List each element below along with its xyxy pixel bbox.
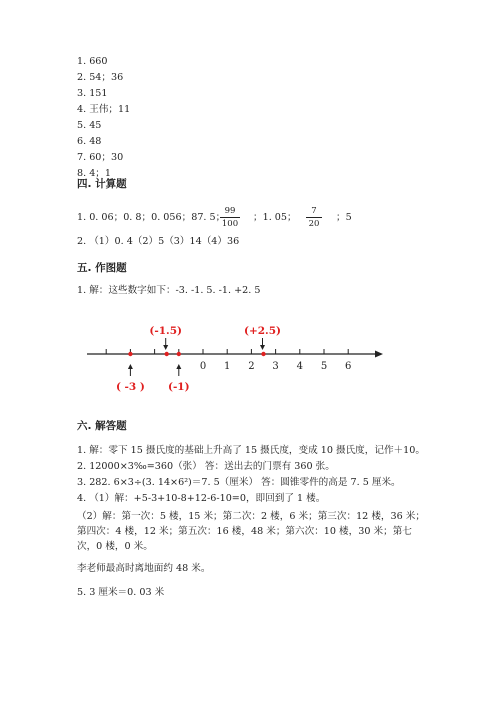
point-marker: [261, 352, 265, 356]
answer-item: 8. 4；1: [77, 168, 112, 179]
solution-line-2: 2. 12000×3‰=360（张） 答：送出去的门票有 360 张。: [77, 461, 335, 472]
point-marker: [165, 352, 169, 356]
point-marker: [177, 352, 181, 356]
fraction-numerator: 7: [311, 206, 317, 216]
annotation-label-below: (-1): [167, 381, 190, 393]
answer-item: 1. 660: [77, 56, 108, 67]
annotation-label-above: (-1.5): [149, 325, 182, 337]
arrow-down-icon: [260, 345, 265, 350]
tick-label: 4: [296, 361, 303, 372]
fraction-numerator: 99: [224, 206, 236, 216]
calc-answer-2: 2. （1）0. 4（2）5（3）14（4）36: [77, 236, 240, 247]
annotation-label-above: (+2.5): [243, 325, 282, 337]
answer-item: 6. 48: [77, 136, 102, 147]
solution-line-4: 4. （1）解：+5-3+10-8+12-6-10=0，即回到了 1 楼。: [77, 493, 326, 504]
tick-label: 1: [224, 361, 231, 372]
solution-line-5: 5. 3 厘米＝0. 03 米: [77, 587, 165, 598]
arrow-down-icon: [163, 345, 168, 350]
tick-label: 6: [345, 361, 352, 372]
answer-item: 3. 151: [77, 88, 108, 99]
fraction-denominator: 20: [308, 219, 320, 229]
arrow-head-icon: [375, 351, 383, 358]
section-heading-drawing: 五. 作图题: [77, 262, 127, 274]
section-heading-calculation: 四. 计算题: [77, 178, 127, 190]
section-heading-solutions: 六. 解答题: [77, 420, 127, 432]
annotation-label-below: ( -3 ): [115, 381, 145, 393]
fraction-denominator: 100: [221, 219, 239, 229]
solution-line-1: 1. 解：零下 15 摄氏度的基础上升高了 15 摄氏度，变成 10 摄氏度，记作＋10。: [77, 445, 425, 456]
tick-label: 3: [272, 361, 279, 372]
answer-item: 2. 54；36: [77, 72, 124, 83]
solution-part2-line-1: （2）解：第一次：5 楼，15 米；第二次：2 楼，6 米；第三次：12 楼，36 米；: [77, 511, 425, 522]
drawing-answer-1: 1. 解：这些数字如下：-3. -1. 5. -1. +2. 5: [77, 285, 261, 296]
tick-label: 2: [248, 361, 255, 372]
calc-answer-part3: ；5: [336, 212, 352, 223]
answer-item: 4. 王伟；11: [77, 104, 131, 115]
calc-answer-part1: 1. 0. 06；0. 8；0. 056；87. 5；: [77, 212, 226, 223]
tick-label: 0: [199, 361, 207, 372]
solution-conclusion: 李老师最高时离地面约 48 米。: [77, 563, 211, 574]
tick-label: 5: [320, 361, 328, 372]
solution-part2-line-2: 第四次：4 楼，12 米；第五次：16 楼，48 米；第六次：10 楼，30 米；第七: [77, 526, 412, 537]
answer-item: 7. 60；30: [77, 152, 124, 163]
point-marker: [128, 352, 132, 356]
solution-line-3: 3. 282. 6×3÷(3. 14×6²)＝7. 5（厘米） 答：圆锥零件的高是 7. 5 厘米。: [77, 477, 401, 488]
calc-answer-part2: ；1. 05；: [253, 212, 297, 223]
answer-item: 5. 45: [77, 120, 102, 131]
solution-part2-line-3: 次，0 楼，0 米。: [77, 541, 153, 552]
